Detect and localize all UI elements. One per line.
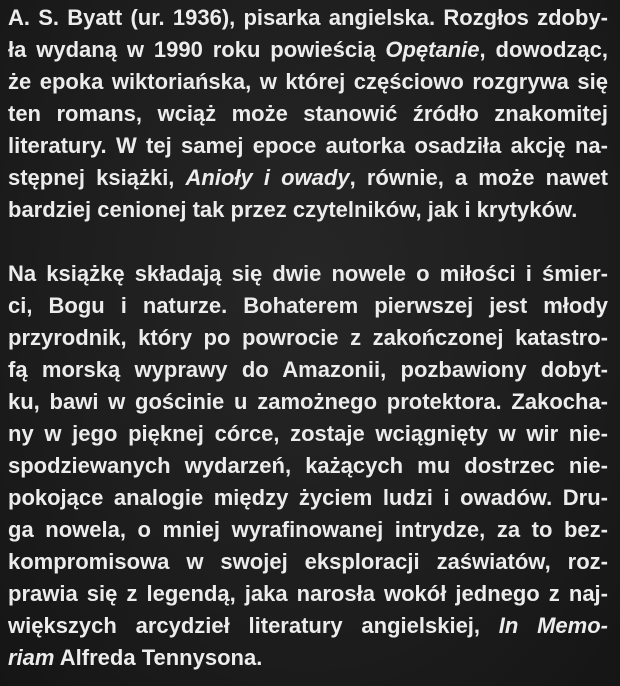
blurb-line: ny w jego pięknej córce, zostaje wciągnięty w wir nie- xyxy=(8,421,608,446)
book-title-opetanie: Opętanie xyxy=(385,37,480,62)
blurb-line: przyrodnik, który po powrocie z zakończonej katastro- xyxy=(8,325,608,350)
book-title-anioly-i-owady: Anioły i owady xyxy=(185,165,350,190)
blurb-line: ci, Bogu i naturze. Bohaterem pierwszej jest młody xyxy=(8,293,608,318)
blurb-line: że epoka wiktoriańska, w której częściowo rozgrywa się xyxy=(8,69,608,94)
blurb-line: riam Alfreda Tennysona. xyxy=(8,645,263,670)
blurb-line: Na książkę składają się dwie nowele o miłości i śmier- xyxy=(8,261,608,286)
blurb-line: literatury. W tej samej epoce autorka osadziła akcję na- xyxy=(8,133,608,158)
blurb-line: ła wydaną w 1990 roku powieścią Opętanie, dowodząc, xyxy=(8,37,608,62)
blurb-line: stępnej książki, Anioły i owady, równie, a może nawet xyxy=(8,165,608,190)
blurb-line: spodziewanych wydarzeń, każących mu dostrzec nie- xyxy=(8,453,608,478)
poem-title-in-memoriam: In Memo- xyxy=(498,613,608,638)
blurb-line: ga nowela, o mniej wyrafinowanej intrydze, za to bez- xyxy=(8,517,608,542)
blurb-line: większych arcydzieł literatury angielskiej, In Memo- xyxy=(8,613,608,638)
blurb-line: prawia się z legendą, jaka narosła wokół jednego z naj- xyxy=(8,581,608,606)
blurb-line: pokojące analogie między życiem ludzi i owadów. Dru- xyxy=(8,485,608,510)
blurb-line: bardziej cenionej tak przez czytelników, jak i krytyków. xyxy=(8,197,578,222)
blurb-line: ten romans, wciąż może stanowić źródło znakomitej xyxy=(8,101,608,126)
blurb-line: kompromisowa w swojej eksploracji zaświatów, roz- xyxy=(8,549,608,574)
blurb-line: ku, bawi w gościnie u zamożnego protektora. Zakocha- xyxy=(8,389,608,414)
poem-title-in-memoriam: riam xyxy=(8,645,55,670)
blurb-line: A. S. Byatt (ur. 1936), pisarka angielska. Rozgłos zdoby- xyxy=(8,5,608,30)
blurb-line: fą morską wyprawy do Amazonii, pozbawiony dobyt- xyxy=(8,357,608,382)
